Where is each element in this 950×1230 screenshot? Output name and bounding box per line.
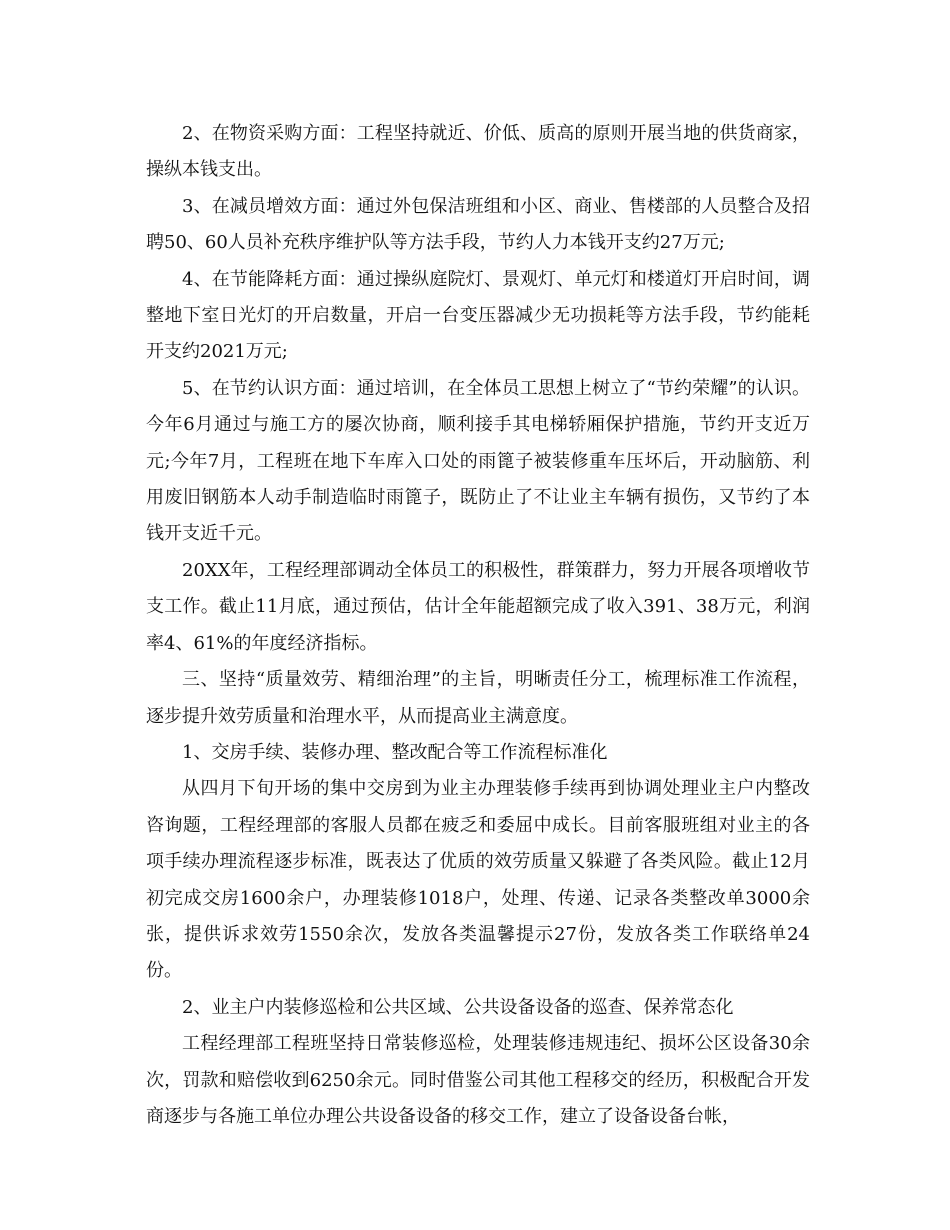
paragraph-customer-service: 从四月下旬开场的集中交房到为业主办理装修手续再到协调处理业主户内整改咨询题，工程经理部的客服人员都在疲乏和委屈中成长。目前客服班组对业主的各项手续办理流程逐步标准，既表达了优质的效劳质量又躲避了各类风险。截止12月初完成交房1600余户，办理装修1018户，处理、传递、记录各类整改单3000余张，提供诉求效劳1550余次，发放各类温馨提示27份，发放各类工作联络单24份。: [146, 778, 810, 982]
subheading-process-standardization: 1、交房手续、装修办理、整改配合等工作流程标准化: [182, 741, 608, 763]
paragraph-energy-saving: 4、在节能降耗方面：通过操纵庭院灯、景观灯、单元灯和楼道灯开启时间，调整地下室日光灯的开启数量，开启一台变压器减少无功损耗等方法手段，节约能耗开支约2021万元;: [146, 268, 810, 363]
paragraph-engineering-inspection: 工程经理部工程班坚持日常装修巡检，处理装修违规违纪、损坏公区设备30余次，罚款和赔偿收到6250余元。同时借鉴公司其他工程移交的经历，积极配合开发商逐步与各施工单位办理公共设备设备的移交工作，建立了设备设备台帐，: [146, 1033, 810, 1127]
section-heading-quality-service: 三、坚持“质量效劳、精细治理”的主旨，明晰责任分工，梳理标准工作流程，逐步提升效劳质量和治理水平，从而提高业主满意度。: [146, 669, 810, 727]
paragraph-procurement: 2、在物资采购方面：工程坚持就近、价低、质高的原则开展当地的供货商家，操纵本钱支出。: [146, 123, 810, 181]
paragraph-staff-efficiency: 3、在减员增效方面：通过外包保洁班组和小区、商业、售楼部的人员整合及招聘50、60人员补充秩序维护队等方法手段，节约人力本钱开支约27万元;: [146, 195, 810, 254]
document-body: [146, 116, 810, 1135]
subheading-inspection-maintenance: 2、业主户内装修巡检和公共区域、公共设备设备的巡查、保养常态化: [182, 996, 734, 1018]
paragraph-saving-awareness: 5、在节约认识方面：通过培训，在全体员工思想上树立了“节约荣耀”的认识。今年6月通过与施工方的屡次协商，顺利接手其电梯轿厢保护措施，节约开支近万元;今年7月，工程班在地下车库入口处的雨篦子被装修重车压坏后，开动脑筋、利用废旧钢筋本人动手制造临时雨篦子，既防止了不让业主车辆有损伤，又节约了本钱开支近千元。: [146, 377, 810, 545]
paragraph-annual-summary: 20XX年，工程经理部调动全体员工的积极性，群策群力，努力开展各项增收节支工作。截止11月底，通过预估，估计全年能超额完成了收入391、38万元，利润率4、61%的年度经济指标。: [146, 559, 810, 654]
